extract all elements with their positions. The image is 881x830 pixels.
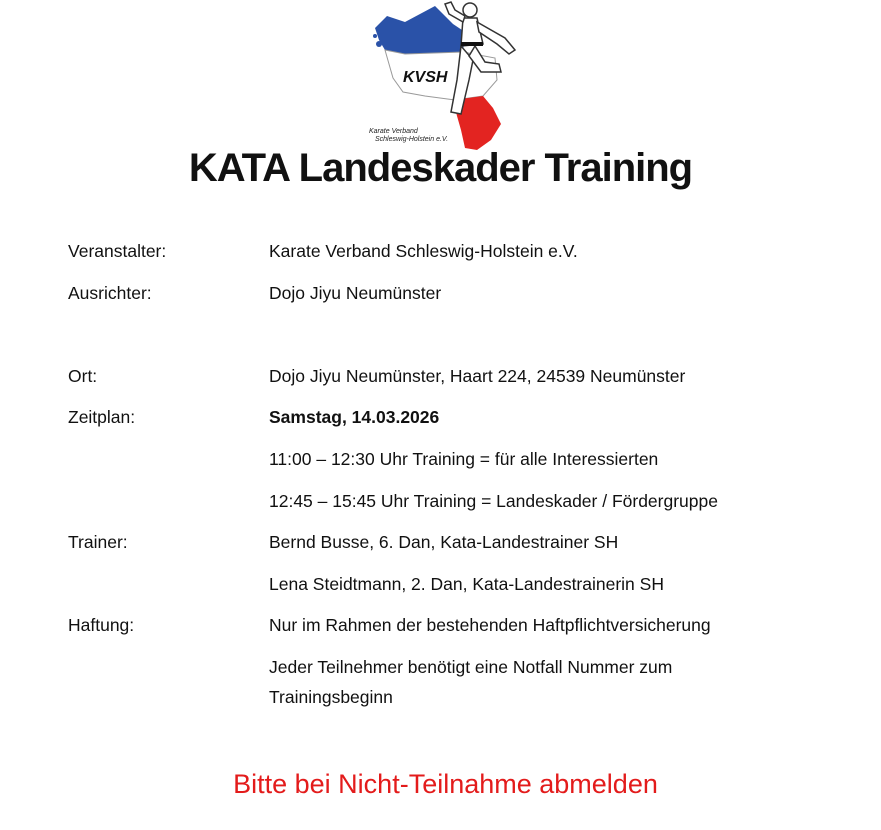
logo-caption bbox=[369, 128, 469, 144]
liability-1: Nur im Rahmen der bestehenden Haftpflichtversicherung bbox=[269, 615, 711, 635]
schedule-slot-1: 11:00 – 12:30 Uhr Training = für alle Interessierten bbox=[269, 449, 659, 469]
logo-island bbox=[376, 41, 382, 47]
logo-abbrev: KVSH bbox=[403, 69, 448, 86]
place-value: Dojo Jiyu Neumünster, Haart 224, 24539 Neumünster bbox=[269, 366, 686, 386]
logo-caption-line2: Schleswig-Holstein e.V. bbox=[375, 136, 449, 143]
schedule-date: Samstag, 14.03.2026 bbox=[269, 407, 440, 427]
host-label: Ausrichter: bbox=[68, 283, 152, 303]
page-title: KATA Landeskader Training bbox=[188, 146, 693, 190]
cancellation-notice: Bitte bei Nicht-Teilnahme abmelden bbox=[233, 769, 658, 799]
organizer-value: Karate Verband Schleswig-Holstein e.V. bbox=[269, 241, 578, 261]
liability-2a: Jeder Teilnehmer benötigt eine Notfall Nummer zum bbox=[269, 657, 673, 677]
liability-2b: Trainingsbeginn bbox=[269, 687, 393, 707]
trainer-1: Bernd Busse, 6. Dan, Kata-Landestrainer SH bbox=[269, 532, 619, 552]
liability-label: Haftung: bbox=[68, 615, 135, 635]
place-label: Ort: bbox=[68, 366, 98, 386]
schedule-slot-2: 12:45 – 15:45 Uhr Training = Landeskader / Fördergruppe bbox=[269, 491, 718, 511]
schedule-label: Zeitplan: bbox=[68, 407, 136, 427]
trainer-label: Trainer: bbox=[68, 532, 128, 552]
host-value: Dojo Jiyu Neumünster bbox=[269, 283, 442, 303]
trainer-2: Lena Steidtmann, 2. Dan, Kata-Landestrainerin SH bbox=[269, 574, 664, 594]
karateka-belt bbox=[461, 42, 483, 46]
logo-caption-line1: Karate Verband bbox=[369, 128, 418, 135]
organizer-label: Veranstalter: bbox=[68, 241, 167, 261]
logo-island bbox=[373, 34, 377, 38]
